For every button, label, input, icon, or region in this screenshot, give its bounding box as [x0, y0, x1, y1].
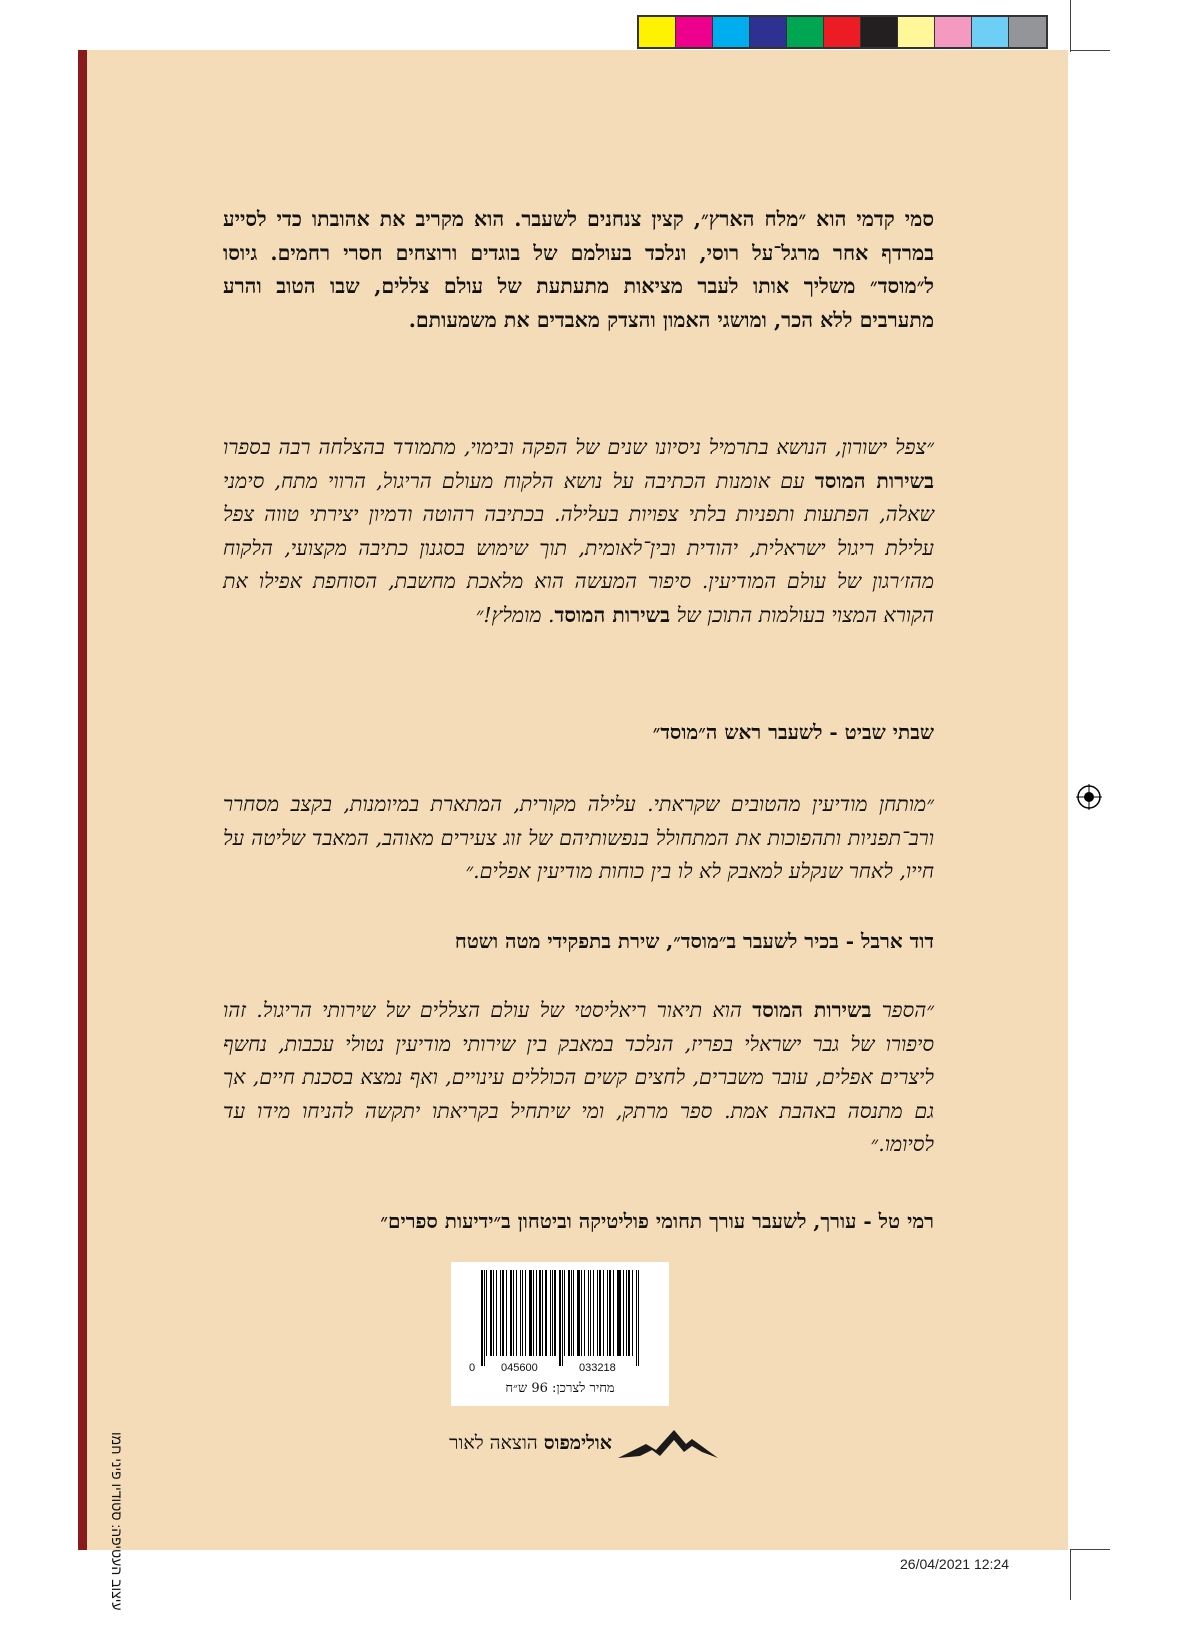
book-title: בשירות המוסד [752, 998, 872, 1022]
barcode-bar [539, 1270, 541, 1356]
barcode-bar [536, 1270, 537, 1356]
barcode-bar [490, 1270, 492, 1356]
barcode-bar [593, 1270, 594, 1356]
barcode-bar [484, 1270, 485, 1366]
review-attribution-1: שבתי שביט - לשעבר ראש ה״מוסד״ [652, 720, 934, 744]
book-title: בשירות המוסד [554, 602, 670, 627]
barcode-bar [493, 1270, 494, 1356]
barcode-bar [607, 1270, 609, 1356]
quote-text: הוא תיאור ריאליסטי של עולם הצללים של שירותי הריגול. זהו סיפורו של גבר ישראלי בפריז, הנלכד במאבק בין שירותי מודיעין נטולי עכבות, נחשף ליצרים אפלים, עובר משברים, לחצים קשים הכוללים עינויים, ואף נמצא בסכנת חיים, אך גם מתנסה באהבת אמת. ספר מרתק, ומי שיתחיל בקריאתו יתקשה להניחו מידו עד לסיומו.״ [223, 998, 934, 1156]
spine-edge [78, 50, 87, 1550]
barcode-bar [522, 1270, 523, 1356]
barcode-bar [552, 1270, 553, 1356]
barcode-bar [533, 1270, 534, 1356]
barcode-bar [510, 1270, 512, 1356]
color-swatch [750, 17, 787, 47]
publisher-text [449, 1432, 612, 1455]
color-swatch [935, 17, 972, 47]
barcode-bar [568, 1270, 570, 1356]
color-calibration-bar [637, 15, 1048, 49]
review-quote-3 [223, 994, 934, 1162]
barcode-bar [564, 1270, 565, 1356]
barcode-digit: 0 [469, 1362, 476, 1374]
quote-text: ״צפל ישורון, הנושא בתרמיל ניסיונו שנים של הפקה ובימוי, מתמודד בהצלחה רבה בספרו [223, 435, 934, 459]
barcode-bar [636, 1270, 638, 1366]
barcode-bar [500, 1270, 502, 1356]
mountain-icon [616, 1424, 720, 1464]
barcode-bar [599, 1270, 601, 1356]
color-swatch [861, 17, 898, 47]
review-attribution-3: רמי טל - עורך, לשעבר עורך תחומי פוליטיקה וביטחון ב״ידיעות ספרים״ [380, 1209, 934, 1233]
review-quote-2: ״מותחן מודיעין מהטובים שקראתי. עלילה מקורית, המתארת במיומנות, בקצב מסחרר ורב־תפניות ותהפוכות את המתחולל בנפשותיהם של זוג צעירים מאוהב, המאבד שליטה על חייו, לאחר שנקלע למאבק לא לו בין כוחות מודיעין אפלים.״ [223, 792, 934, 883]
barcode-bar [617, 1270, 618, 1356]
barcode-bar [550, 1270, 551, 1356]
barcode-bar [623, 1270, 624, 1356]
book-title: בשירות המוסד [814, 468, 934, 493]
barcode-bar [542, 1270, 543, 1356]
barcode-bar [554, 1270, 556, 1356]
barcode-bar [513, 1270, 514, 1356]
color-swatch [824, 17, 861, 47]
barcode-panel [451, 1262, 669, 1406]
publisher-label: הוצאה לאור [449, 1432, 538, 1454]
print-timestamp: 26/04/2021 12:24 [900, 1556, 1009, 1572]
barcode-bar [559, 1270, 561, 1366]
barcode-bar [486, 1270, 487, 1356]
barcode-bar [506, 1270, 507, 1356]
color-swatch [1009, 17, 1046, 47]
crop-mark [1070, 1549, 1071, 1600]
barcode-bar [573, 1270, 574, 1356]
crop-mark [1070, 50, 1110, 51]
review-attribution-2: דוד ארבל - בכיר לשעבר ב״מוסד״, שירת בתפקידי מטה ושטח [454, 929, 934, 953]
barcode-bar [516, 1270, 518, 1356]
barcode-bar [562, 1270, 563, 1366]
barcode-bar [603, 1270, 604, 1356]
review-quote-1 [223, 431, 934, 632]
quote-text: ״הספר [871, 998, 934, 1022]
barcode-digits: 045600 [501, 1362, 538, 1374]
cover-design-credit: עיצוב העטיפה: סטודיו פיני חמו [109, 1432, 125, 1611]
barcode-bar [597, 1270, 598, 1356]
registration-mark-icon [1076, 784, 1102, 810]
barcode-bar [588, 1270, 589, 1356]
color-swatch [639, 17, 676, 47]
barcode-bar [613, 1270, 614, 1356]
quote-text: עם אומנות הכתיבה על נושא הלקוח מעולם הריגול, הרווי מתח, סימני שאלה, הפתעות ותפניות בלתי צפויות בעלילה. בכתיבה רהוטה ודמיון יצירתי טווה צפל עלילת ריגול ישראלית, יהודית ובין־לאומית, תוך שימוש בסגנון כתיבה מקצועי, הלקוח מהז׳רגון של עולם המודיעין. סיפור המעשה הוא מלאכת מחשבת, הסוחפת אפילו את הקורא המצוי בעולמות התוכן של [223, 468, 934, 627]
color-swatch [787, 17, 824, 47]
barcode-bar [618, 1270, 620, 1356]
crop-mark [1070, 1549, 1110, 1550]
barcode-bar [481, 1270, 483, 1366]
barcode-bar [609, 1270, 611, 1356]
color-swatch [676, 17, 713, 47]
publisher-name: אולימפוס [543, 1432, 612, 1454]
barcode-bar [520, 1270, 521, 1356]
barcode-bar [525, 1270, 527, 1356]
barcode-bar [529, 1270, 531, 1356]
barcode-digits: 033218 [579, 1362, 616, 1374]
quote-text: . מומלץ!״ [475, 602, 555, 627]
color-swatch [898, 17, 935, 47]
crop-mark [1070, 0, 1071, 52]
barcode-bar [632, 1270, 633, 1356]
barcode-bar [628, 1270, 630, 1356]
color-swatch [713, 17, 750, 47]
barcode-bar [626, 1270, 627, 1356]
barcode-bar [581, 1270, 583, 1356]
barcode-bar [577, 1270, 579, 1356]
barcode-bar [584, 1270, 585, 1356]
synopsis-paragraph: סמי קדמי הוא ״מלח הארץ״, קצין צנחנים לשעבר. הוא מקריב את אהובתו כדי לסייע במרדף אחר מרגל־על רוסי, ונלכד בעולמם של בוגדים ורוצחים חסרי רחמים. גיוסו ל״מוסד״ משליך אותו לעבר מציאות מתעתעת של עולם צללים, שבו הטוב והרע מתערבים ללא הכר, ומושגי האמון והצדק מאבדים את משמעותם. [223, 207, 934, 332]
barcode-bar [638, 1270, 639, 1366]
barcode-bar [496, 1270, 497, 1356]
color-swatch [972, 17, 1009, 47]
barcode-bar [571, 1270, 572, 1356]
barcode-bar [502, 1270, 504, 1356]
barcode [481, 1270, 641, 1362]
price-label: מחיר לצרכן: 96 ש״ח [505, 1381, 615, 1396]
barcode-bar [590, 1270, 592, 1356]
publisher-logo [400, 1424, 720, 1464]
barcode-bar [545, 1270, 547, 1356]
